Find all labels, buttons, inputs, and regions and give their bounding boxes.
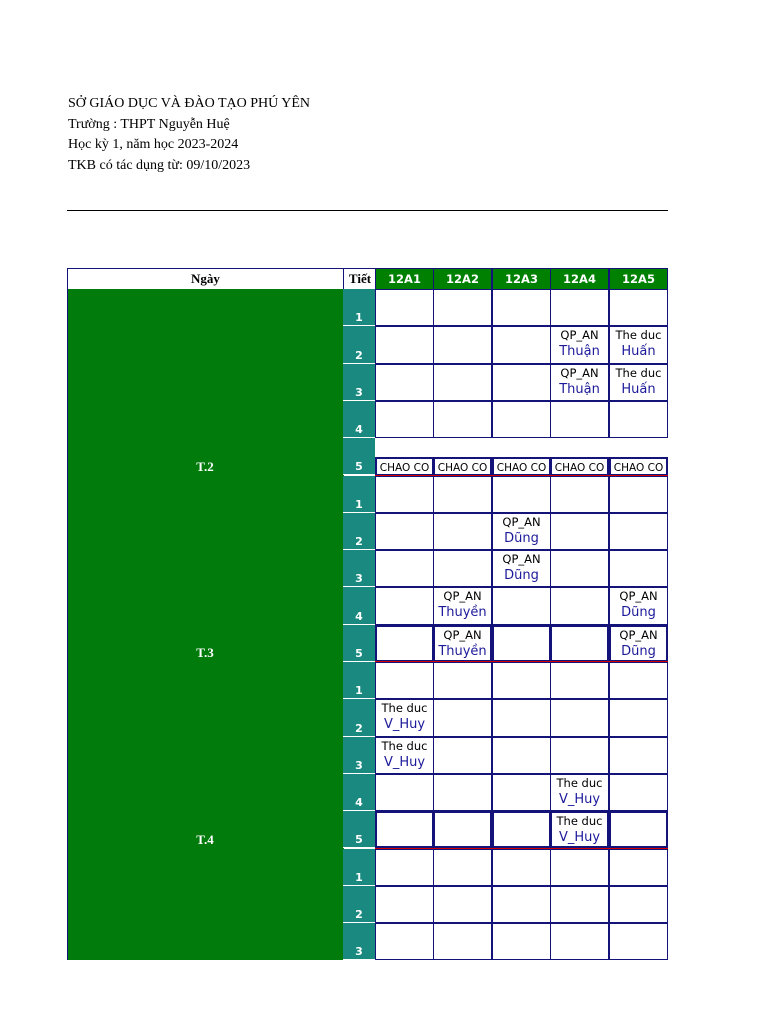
- teacher-name: Dũng: [504, 530, 539, 546]
- timetable-cell: [375, 550, 434, 587]
- timetable-cell: [375, 886, 434, 923]
- day-label: T.3: [196, 645, 214, 660]
- timetable-cell: [433, 326, 492, 363]
- timetable-cell: [492, 849, 551, 886]
- period-number-label: 5: [355, 833, 363, 847]
- teacher-name: Thuyền: [438, 643, 487, 659]
- period-number: [343, 737, 375, 774]
- period-number: [343, 326, 375, 363]
- timetable-cell: [375, 737, 434, 774]
- timetable-cell: CHAO CO: [609, 457, 668, 476]
- timetable-cell: [550, 326, 609, 363]
- class-header-12a1: 12A1: [375, 268, 434, 290]
- timetable-cell: [433, 401, 492, 438]
- timetable-cell: [609, 476, 668, 513]
- timetable-cell: [550, 550, 609, 587]
- timetable-cell: [550, 513, 609, 550]
- timetable-cell: [609, 401, 668, 438]
- timetable-cell: [433, 513, 492, 550]
- period-number-label: 2: [355, 721, 363, 735]
- teacher-name: Thuận: [559, 381, 600, 397]
- timetable-cell: [550, 401, 609, 438]
- subject-name: The duc: [381, 701, 428, 716]
- period-number-label: 5: [355, 460, 363, 474]
- period-number-label: 3: [355, 945, 363, 959]
- period-number-label: 1: [355, 870, 363, 884]
- timetable-cell: [433, 849, 492, 886]
- timetable-cell: [375, 923, 434, 960]
- day-block: [67, 849, 344, 961]
- timetable-cell: [609, 923, 668, 960]
- day-block: [67, 289, 344, 476]
- timetable-cell: [609, 699, 668, 736]
- period-number-label: 1: [355, 311, 363, 325]
- timetable-cell: [492, 326, 551, 363]
- subject-name: The duc: [615, 328, 662, 343]
- timetable-cell: [609, 737, 668, 774]
- timetable-cell: [433, 774, 492, 811]
- timetable-cell: [375, 401, 434, 438]
- class-header-12a4: 12A4: [550, 268, 609, 290]
- subject-name: The duc: [381, 738, 428, 753]
- period-number: [343, 811, 375, 848]
- department-name: SỞ GIÁO DỤC VÀ ĐÀO TẠO PHÚ YÊN: [68, 96, 311, 111]
- timetable-cell: [550, 662, 609, 699]
- teacher-name: V_Huy: [383, 717, 426, 733]
- subject-name: QP_AN: [502, 514, 541, 529]
- timetable-cell: [609, 289, 668, 326]
- period-number-label: 3: [355, 572, 363, 586]
- timetable-cell: [433, 662, 492, 699]
- subject-name: QP_AN: [443, 627, 482, 642]
- timetable-cell: [609, 513, 668, 550]
- period-number-label: 1: [355, 497, 363, 511]
- period-number: [343, 289, 375, 326]
- timetable-cell: [492, 550, 551, 587]
- period-number-label: 5: [355, 646, 363, 660]
- subject-name: QP_AN: [560, 328, 599, 343]
- timetable-cell: [609, 364, 668, 401]
- period-number-label: 1: [355, 684, 363, 698]
- timetable-cell: [375, 849, 434, 886]
- period-number: [343, 550, 375, 587]
- timetable-cell: [433, 737, 492, 774]
- timetable-cell: [609, 886, 668, 923]
- timetable-cell: [375, 699, 434, 736]
- timetable-cell: [550, 886, 609, 923]
- timetable-cell: [433, 886, 492, 923]
- timetable-cell: [375, 326, 434, 363]
- timetable-cell: [492, 886, 551, 923]
- timetable-cell: [492, 587, 551, 624]
- period-number: [343, 774, 375, 811]
- teacher-name: V_Huy: [383, 754, 426, 770]
- class-header-12a3: 12A3: [492, 268, 551, 290]
- timetable-cell: [375, 587, 434, 624]
- timetable-cell: [433, 289, 492, 326]
- timetable-cell: [609, 326, 668, 363]
- timetable-cell: [433, 625, 492, 662]
- timetable-cell: [492, 476, 551, 513]
- period-number: [343, 699, 375, 736]
- period-number: [343, 886, 375, 923]
- timetable-cell: [550, 737, 609, 774]
- timetable-cell: [550, 587, 609, 624]
- subject-name: The duc: [615, 365, 662, 380]
- document-header: [68, 94, 310, 176]
- period-number-label: 4: [355, 609, 363, 623]
- timetable-cell: [375, 774, 434, 811]
- timetable-cell: [433, 587, 492, 624]
- timetable-cell: [433, 699, 492, 736]
- timetable-cell: CHAO CO: [550, 457, 609, 476]
- subject-name: QP_AN: [443, 589, 482, 604]
- timetable-cell: [550, 811, 609, 848]
- period-number: [343, 625, 375, 662]
- period-number: [343, 438, 375, 475]
- period-number-label: 3: [355, 385, 363, 399]
- timetable-cell: [375, 476, 434, 513]
- teacher-name: V_Huy: [558, 830, 601, 846]
- timetable-cell: [609, 662, 668, 699]
- day-block: [67, 476, 344, 663]
- timetable-cell: [609, 811, 668, 848]
- timetable-cell: [550, 289, 609, 326]
- timetable-cell: [492, 774, 551, 811]
- subject-name: QP_AN: [502, 552, 541, 567]
- timetable-cell: [492, 699, 551, 736]
- timetable-cell: [609, 849, 668, 886]
- timetable-cell: [375, 364, 434, 401]
- timetable-cell: CHAO CO: [433, 457, 492, 476]
- teacher-name: V_Huy: [558, 791, 601, 807]
- teacher-name: Huấn: [621, 381, 656, 397]
- timetable-cell: [492, 364, 551, 401]
- teacher-name: Thuận: [559, 344, 600, 360]
- timetable-cell: [375, 513, 434, 550]
- timetable-cell: [492, 289, 551, 326]
- timetable-cell: [492, 662, 551, 699]
- column-header-tiet: Tiết: [343, 268, 377, 290]
- teacher-name: Thuyền: [438, 605, 487, 621]
- timetable-cell: [550, 364, 609, 401]
- timetable-cell: [550, 625, 609, 662]
- subject-name: QP_AN: [619, 589, 658, 604]
- timetable-cell: [609, 587, 668, 624]
- timetable-cell: [433, 476, 492, 513]
- timetable-cell: [433, 364, 492, 401]
- subject-name: The duc: [556, 775, 603, 790]
- timetable-cell: [609, 625, 668, 662]
- class-header-12a2: 12A2: [433, 268, 492, 290]
- period-number: [343, 513, 375, 550]
- timetable-cell: [375, 811, 434, 848]
- period-number-label: 4: [355, 423, 363, 437]
- semester-info: Học kỳ 1, năm học 2023-2024: [68, 137, 239, 152]
- teacher-name: Dũng: [621, 643, 656, 659]
- timetable-header-row: [67, 268, 668, 289]
- period-number: [343, 364, 375, 401]
- day-block: [67, 662, 344, 849]
- period-number-label: 2: [355, 535, 363, 549]
- timetable-cell: CHAO CO: [375, 457, 434, 476]
- timetable-cell: [492, 625, 551, 662]
- period-number: [343, 401, 375, 438]
- timetable-cell: [550, 476, 609, 513]
- subject-name: The duc: [556, 814, 603, 829]
- timetable-cell: [433, 811, 492, 848]
- timetable-cell: [433, 923, 492, 960]
- timetable-cell: [550, 923, 609, 960]
- timetable-cell: [492, 811, 551, 848]
- subject-name: QP_AN: [560, 365, 599, 380]
- period-number-label: 4: [355, 796, 363, 810]
- teacher-name: Huấn: [621, 344, 656, 360]
- timetable-cell: CHAO CO: [492, 457, 551, 476]
- timetable-cell: [609, 550, 668, 587]
- timetable-cell: [492, 401, 551, 438]
- day-label: T.2: [196, 458, 214, 474]
- timetable-cell: [492, 513, 551, 550]
- timetable-cell: [550, 774, 609, 811]
- period-number-label: 2: [355, 908, 363, 922]
- day-label: T.4: [196, 831, 214, 847]
- timetable-cell: [550, 849, 609, 886]
- column-header-ngay: Ngày: [67, 268, 344, 290]
- period-number: [343, 662, 375, 699]
- timetable-cell: [375, 289, 434, 326]
- teacher-name: Dũng: [621, 605, 656, 621]
- period-number: [343, 849, 375, 886]
- effective-date: TKB có tác dụng từ: 09/10/2023: [68, 157, 251, 173]
- period-number: [343, 587, 375, 624]
- period-number-label: 2: [355, 348, 363, 362]
- school-name: Trường : THPT Nguyễn Huệ: [68, 116, 230, 132]
- class-header-12a5: 12A5: [609, 268, 668, 290]
- header-divider: [67, 210, 668, 211]
- timetable-cell: [609, 774, 668, 811]
- timetable-cell: [550, 699, 609, 736]
- timetable-cell: [375, 625, 434, 662]
- timetable-cell: [433, 550, 492, 587]
- timetable-cell: [375, 662, 434, 699]
- timetable-cell: [492, 737, 551, 774]
- teacher-name: Dũng: [504, 568, 539, 584]
- subject-name: QP_AN: [619, 627, 658, 642]
- timetable-cell: [492, 923, 551, 960]
- period-number: [343, 923, 375, 960]
- period-number-label: 3: [355, 758, 363, 772]
- period-number: [343, 476, 375, 513]
